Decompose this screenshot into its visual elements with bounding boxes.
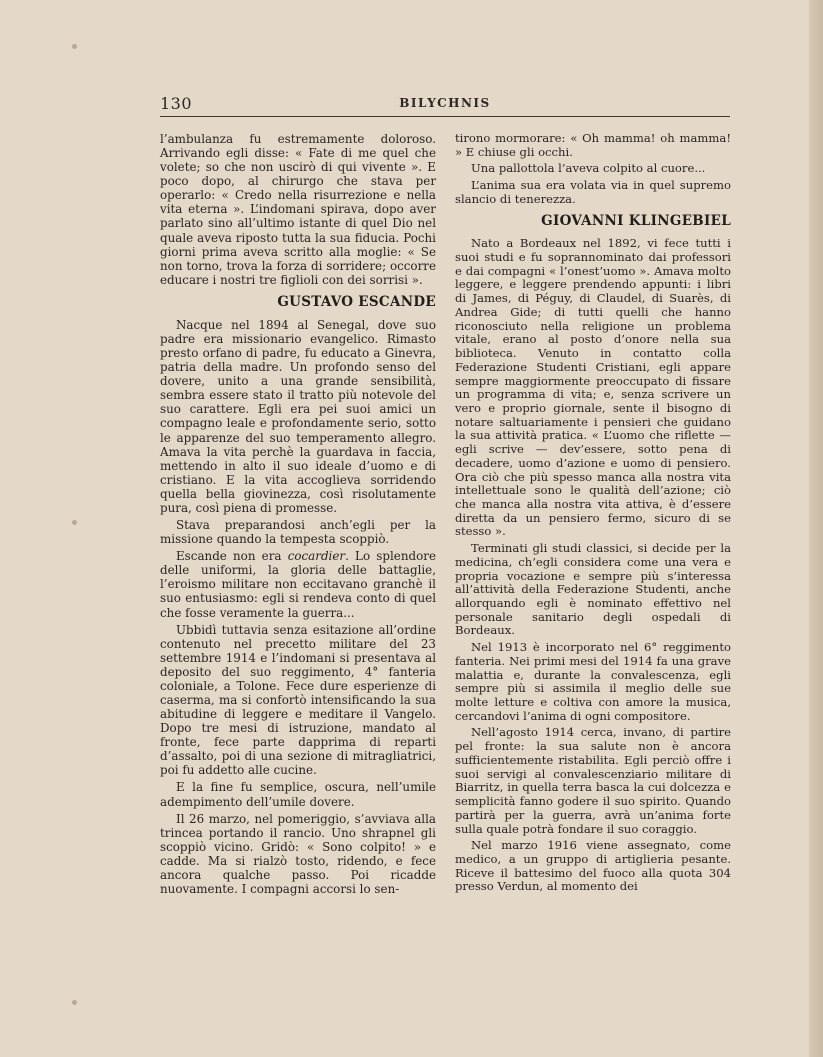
running-head: BILYCHNIS <box>399 96 491 110</box>
text-span: . Lo splendore delle uniformi, la gloria delle battaglie, l’eroismo militare non eccitavano granchè il suo entusiasmo: egli si rendeva conto di quel che fosse veramente la guerra... <box>160 549 436 620</box>
paragraph: Nacque nel 1894 al Senegal, dove suo padre era missionario evangelico. Rimasto presto orfano di padre, fu educato a Ginevra, patria della madre. Un profondo senso del dovere, unito a una grande sensibilità, sembra essere stato il tratto più notevole del suo carattere. Egli era pei suoi amici un compagno leale e profondamente serio, sotto le apparenze del suo temperamento allegro. Amava la vita perchè la guardava in faccia, mettendo in alto il suo ideale d’uomo e di cristiano. E la vita accoglieva sorridendo quella bella giovinezza, così risolutamente pura, così piena di promesse. <box>160 317 436 515</box>
paragraph: Una pallottola l’aveva colpito al cuore... <box>471 161 706 176</box>
paragraph <box>160 549 436 619</box>
paragraph: Nato a Bordeaux nel 1892, vi fece tutti i suoi studi e fu soprannominato dai professori e dai compagni « l’onest’uomo ». Amava molto leggere, e leggere prendendo appunti: i libri di James, di Péguy, di Claudel, di Suarès, di Andrea Gide; di tutti quelli che hanno riconosciuto nella religione un problema vitale, erano al posto d’onore nella sua biblioteca. Venuto in contatto colla Federazione Studenti Cristiani, egli appare sempre maggiormente preoccupato di fissare un programma di vita; e, senza scrivere un vero e proprio giornale, sente il bisogno di notare saltuariamente i pensieri che guidano la sua attività pratica. « L’uomo che riflette — egli scrive — dev’essere, sotto pena di decadere, uomo d’azione e uomo di pensiero. Ora ciò che più spesso manca alla nostra vita intellettuale sono le qualità dell’azione; ciò che manca alla nostra vita attiva, è d’essere diretta da un pensiero fermo, sicuro di se stesso ». <box>455 236 731 539</box>
italic-term: cocardier <box>287 549 346 564</box>
paragraph: Nell’agosto 1914 cerca, invano, di partire pel fronte: la sua salute non è ancora sufficientemente ristabilita. Egli perciò offre i suoi servigi al convalescenziario militare di Biarritz, in quella terra basca la cui dolcezza e semplicità fanno godere il suo spirito. Quando partirà per la guerra, avrà un’anima forte sulla quale potrà fondare il suo coraggio. <box>455 725 731 836</box>
page-header <box>160 94 730 114</box>
left-column <box>160 132 436 900</box>
paragraph: Il 26 marzo, nel pomeriggio, s’avviava alla trincea portando il rancio. Uno shrapnel gli scoppiò vicino. Gridò: « Sono colpito! » e cadde. Ma si rialzò tosto, ridendo, e fece ancora qualche passo. Poi ricadde nuovamente. I compagni accorsi lo sen- <box>160 811 436 896</box>
paragraph: Stava preparandosi anch’egli per la missione quando la tempesta scoppiò. <box>160 518 436 547</box>
right-column <box>455 132 731 900</box>
paragraph: Nel 1913 è incorporato nel 6° reggimento fanteria. Nei primi mesi del 1914 fa una grave malattia e, durante la convalescenza, egli sempre più si assimila il meglio delle sue molte letture e coltiva con amore la musica, cercandovi l’anima di ogni compositore. <box>455 640 731 723</box>
page-number: 130 <box>160 94 193 113</box>
binding-hole <box>72 44 77 49</box>
text-span: Escande non era <box>176 549 288 564</box>
section-heading-escande: GUSTAVO ESCANDE <box>277 293 436 310</box>
paragraph: E la fine fu semplice, oscura, nell’umile adempimento dell’umile dovere. <box>160 780 436 809</box>
header-rule <box>160 116 730 117</box>
binding-hole <box>72 1000 77 1005</box>
paragraph: tirono mormorare: « Oh mamma! oh mamma! » E chiuse gli occhi. <box>455 131 731 159</box>
paragraph: Terminati gli studi classici, si decide per la medicina, ch’egli considera come una vera e propria vocazione e sempre più s’interessa all’attività della Federazione Studenti, anche allorquando egli è nominato effettivo nel personale sanitario degli ospedali di Bordeaux. <box>455 541 731 638</box>
paragraph: L’anima sua era volata via in quel supremo slancio di tenerezza. <box>455 178 731 206</box>
binding-hole <box>72 520 77 525</box>
section-heading-klingebiel: GIOVANNI KLINGEBIEL <box>541 212 731 229</box>
paragraph: Ubbidì tuttavia senza esitazione all’ordine contenuto nel precetto militare del 23 settembre 1914 e l’indomani si presentava al deposito del suo reggimento, 4° fanteria coloniale, a Tolone. Fece dure esperienze di caserma, ma si confortò intensificando la sua abitudine di leggere e meditare il Vangelo. Dopo tre mesi di istruzione, mandato al fronte, fece parte dapprima di reparti d’assalto, poi di una sezione di mitragliatrici, poi fu addetto alle cucine. <box>160 622 436 778</box>
paragraph: l’ambulanza fu estremamente doloroso. Arrivando egli disse: « Fate di me quel che volete; so che non uscirò di qui vivente ». E poco dopo, al chirurgo che stava per operarlo: « Credo nella risurrezione e nella vita eterna ». L’indomani spirava, dopo aver parlato sino all’ultimo istante di quel Dio nel quale aveva riposto tutta la sua fiducia. Pochi giorni prima aveva scritto alla moglie: « Se non torno, trova la forza di sorridere; occorre educare i nostri tre figlioli con dei sorrisi ». <box>160 132 436 287</box>
paragraph: Nel marzo 1916 viene assegnato, come medico, a un gruppo di artiglieria pesante. Riceve il battesimo del fuoco alla quota 304 presso Verdun, al momento dei <box>455 838 731 894</box>
